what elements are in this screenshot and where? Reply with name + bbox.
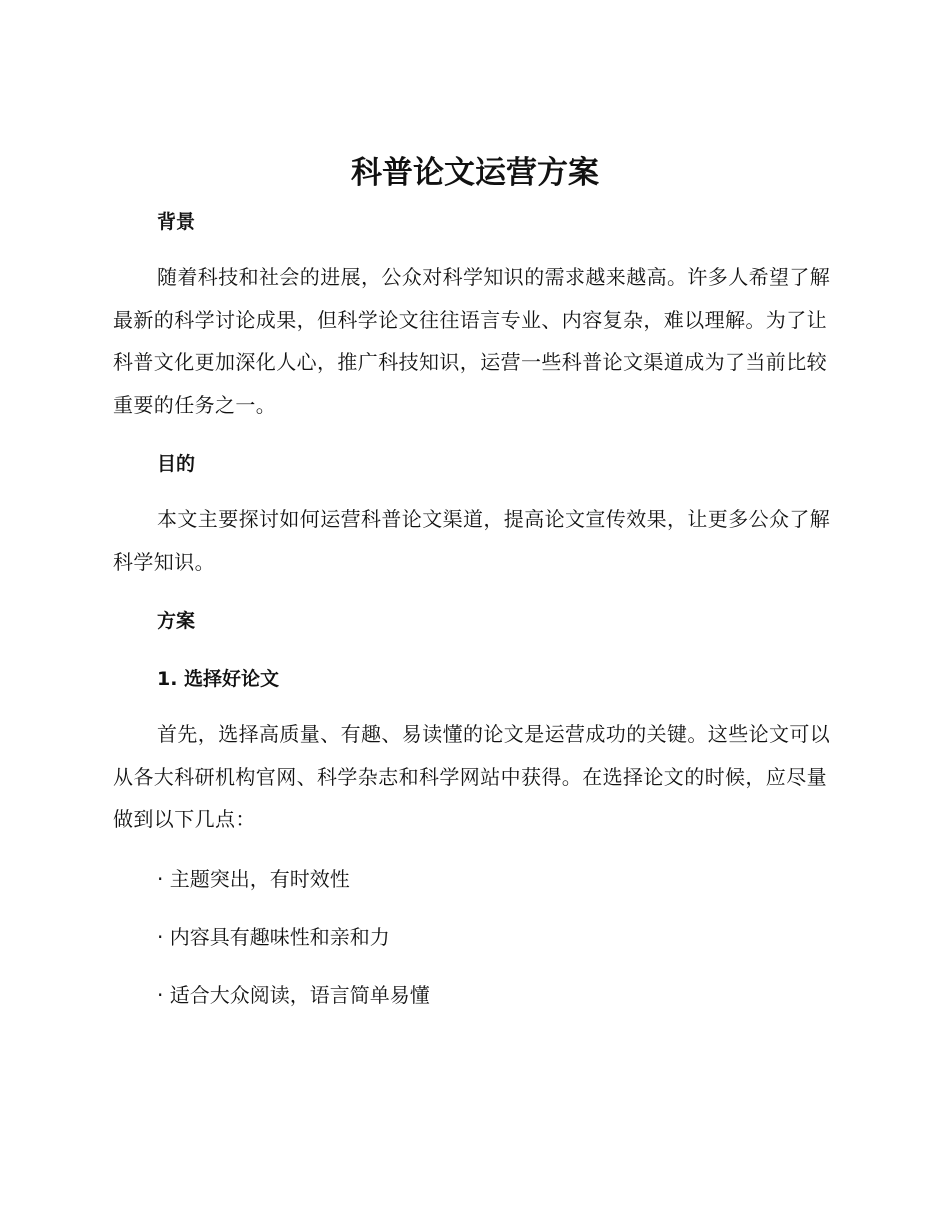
- section-heading-plan: 方案: [157, 610, 196, 632]
- document-title: 科普论文运营方案: [351, 155, 599, 191]
- list-item: · 主题突出，有时效性: [157, 866, 350, 891]
- background-paragraph: 随着科技和社会的进展，公众对科学知识的需求越来越高。许多人希望了解最新的科学讨论成果，但科学论文往往语言专业、内容复杂，难以理解。为了让科普文化更加深化人心，推广科技知识，运营一些科普论文渠道成为了当前比较重要的任务之一。: [113, 265, 831, 417]
- list-item: · 内容具有趣味性和亲和力: [157, 924, 390, 949]
- purpose-paragraph: 本文主要探讨如何运营科普论文渠道，提高论文宣传效果，让更多公众了解科学知识。: [113, 507, 831, 574]
- plan-paragraph: 首先，选择高质量、有趣、易读懂的论文是运营成功的关键。这些论文可以从各大科研机构官网、科学杂志和科学网站中获得。在选择论文的时候，应尽量做到以下几点：: [113, 722, 831, 831]
- section-heading-background: 背景: [157, 211, 196, 233]
- subsection-heading-select-papers: 1. 选择好论文: [157, 668, 280, 690]
- section-heading-purpose: 目的: [157, 453, 196, 475]
- document-body: [113, 202, 835, 1015]
- list-item: · 适合大众阅读，语言简单易懂: [157, 982, 430, 1007]
